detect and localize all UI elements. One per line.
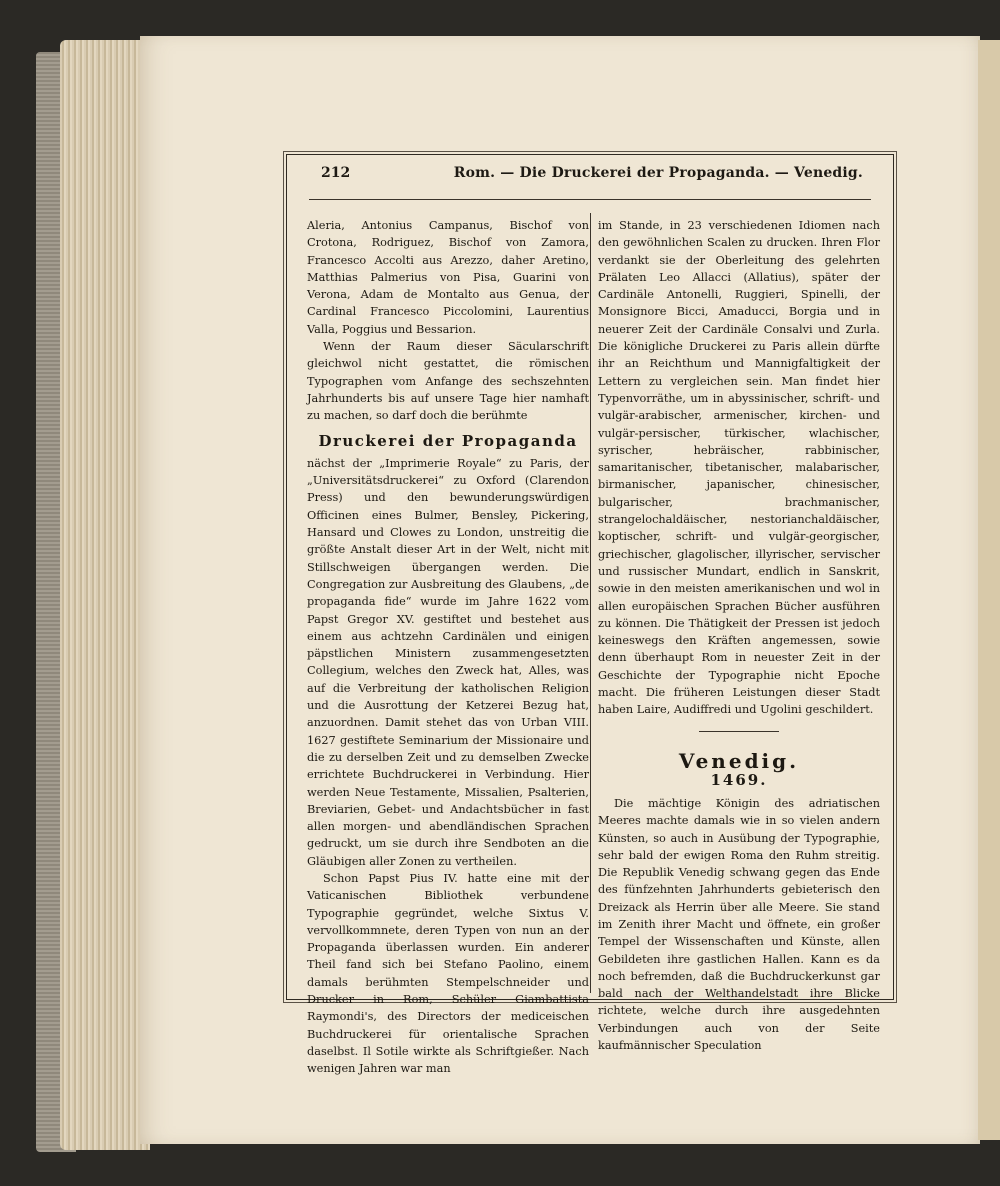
paragraph: Wenn der Raum dieser Säcularschrift gleichwol nicht gestattet, die römischen Typographen vom Anfange des sechszehnten Jahrhunderts bis auf unsere Tage hier namhaft zu machen, so darf doch die berühmte (307, 340, 589, 423)
right-column (598, 217, 880, 1054)
paragraph: nächst der „Imprimerie Royale“ zu Paris, der „Universitätsdruckerei“ zu Oxford (Clarendon Press) und den bewunderungswürdigen Officinen eines Bulmer, Bensley, Pickering, Hansard und Clowes zu London, unstreitig die größte Anstalt dieser Art in der Welt, nicht mit Stillschweigen übergangen werden. Die Congregation zur Ausbreitung des Glaubens, „de propaganda fide“ wurde im Jahre 1622 vom Papst Gregor XV. gestiftet und bestehet aus einem aus achtzehn Cardinälen und einigen päpstlichen Ministern zusammengesetzten Collegium, welches den Zweck hat, Alles, was auf die Verbreitung der katholischen Religion und die Ausrottung der Ketzerei Bezug hat, anzuordnen. Damit stehet das von Urban VIII. 1627 gestiftete Seminarium der Missionaire und die zu derselben Zeit und zu demselben Zwecke errichtete Buchdruckerei in Verbindung. Hier werden Neue Testamente, Missalien, Psalterien, Breviarien, Gebet- und Andachtsbücher in fast allen morgen- und abendländischen Sprachen gedruckt, um sie durch ihre Sendboten an die Gläubigen aller Zonen zu vertheilen. (307, 456, 590, 868)
header-rule (309, 199, 871, 200)
running-title: Rom. — Die Druckerei der Propaganda. — Venedig. (453, 165, 863, 181)
page-header (313, 165, 863, 189)
section-rule (699, 731, 779, 732)
paragraph: Die mächtige Königin des adriatischen Meeres machte damals wie in so vielen andern Künsten, so auch in Ausübung der Typographie, sehr bald der ewigen Roma den Ruhm streitig. Die Republik Venedig schwang gegen das Ende des fünfzehnten Jahrhunderts gebieterisch den Dreizack als Herrin über alle Meere. Sie stand im Zenith ihrer Macht und öffnete, ein großer Tempel der Wissenschaften und Künste, allen Gebildeten ihre gastlichen Hallen. Kann es da noch befremden, daß die Buchdruckerkunst gar bald nach der Welthandelstadt ihre Blicke richtete, welche durch ihre ausgedehnten Verbindungen auch von der Seite kaufmännischer Speculation (598, 796, 880, 1053)
book-page (140, 36, 980, 1144)
page-edges (60, 40, 150, 1150)
section-heading: Venedig. (678, 748, 800, 773)
section-year: 1469. (710, 770, 768, 789)
column-divider (590, 213, 591, 993)
paragraph: im Stande, in 23 verschiedenen Idiomen nach den gewöhnlichen Scalen zu drucken. Ihren Flor verdankt sie der Oberleitung des gelehrten Prälaten Leo Allacci (Allatius), später der Cardinäle Antonelli, Ruggieri, Spinelli, der Monsignore Bicci, Amaducci, Borgia und in neuerer Zeit der Cardinäle Consalvi und Zurla. Die königliche Druckerei zu Paris allein dürfte ihr an Reichthum und Mannigfaltigkeit der Lettern zu vergleichen sein. Man findet hier Typenvorräthe, um in abyssinischer, schrift- und vulgär-arabischer, armenischer, kirchen- und vulgär-persischer, türkischer, wlachischer, syrischer, hebräischer, rabbinischer, samaritanischer, tibetanischer, malabarischer, birmanischer, japanischer, chinesischer, bulgarischer, brachmanischer, strangelochaldäischer, nestorianchaldäischer, koptischer, schrift- und vulgär-georgischer, griechischer, glagolischer, illyrischer, servischer und russischer Mundart, endlich in Sanskrit, sowie in den meisten amerikanischen und wol in allen europäischen Sprachen Bücher ausführen zu können. Die Thätigkeit der Pressen ist jedoch keineswegs den Kräften angemessen, sowie denn überhaupt Rom in neuester Zeit in der Geschichte der Typographie nicht Epoche macht. Die früheren Leistungen dieser Stadt haben Laire, Audiffredi und Ugolini geschildert. (598, 219, 880, 717)
section-heading: Druckerei der Propaganda (318, 431, 578, 450)
next-page-edge (978, 40, 1000, 1140)
page-number: 212 (321, 165, 351, 181)
paragraph: Aleria, Antonius Campanus, Bischof von Crotona, Rodriguez, Bischof von Zamora, Francesco Accolti aus Arezzo, daher Aretino, Matthias Palmerius von Pisa, Guarini von Verona, Adam de Montalto aus Genua, der Cardinal Francesco Piccolomini, Laurentius Valla, Poggius und Bessarion. (307, 219, 589, 336)
left-column (307, 217, 589, 1078)
text-frame (286, 154, 894, 1076)
paragraph: Schon Papst Pius IV. hatte eine mit der Vaticanischen Bibliothek verbundene Typographie gegründet, welche Sixtus V. vervollkommnete, deren Typen von nun an der Propaganda überlassen wurden. Ein anderer Theil fand sich bei Stefano Paolino, einem damals berühmten Stempelschneider und Drucker in Rom, Schüler Giambattista Raymondi's, des Directors der mediceischen Buchdruckerei für orientalische Sprachen daselbst. Il Sotile wirkte als Schriftgießer. Nach wenigen Jahren war man (307, 871, 589, 1076)
